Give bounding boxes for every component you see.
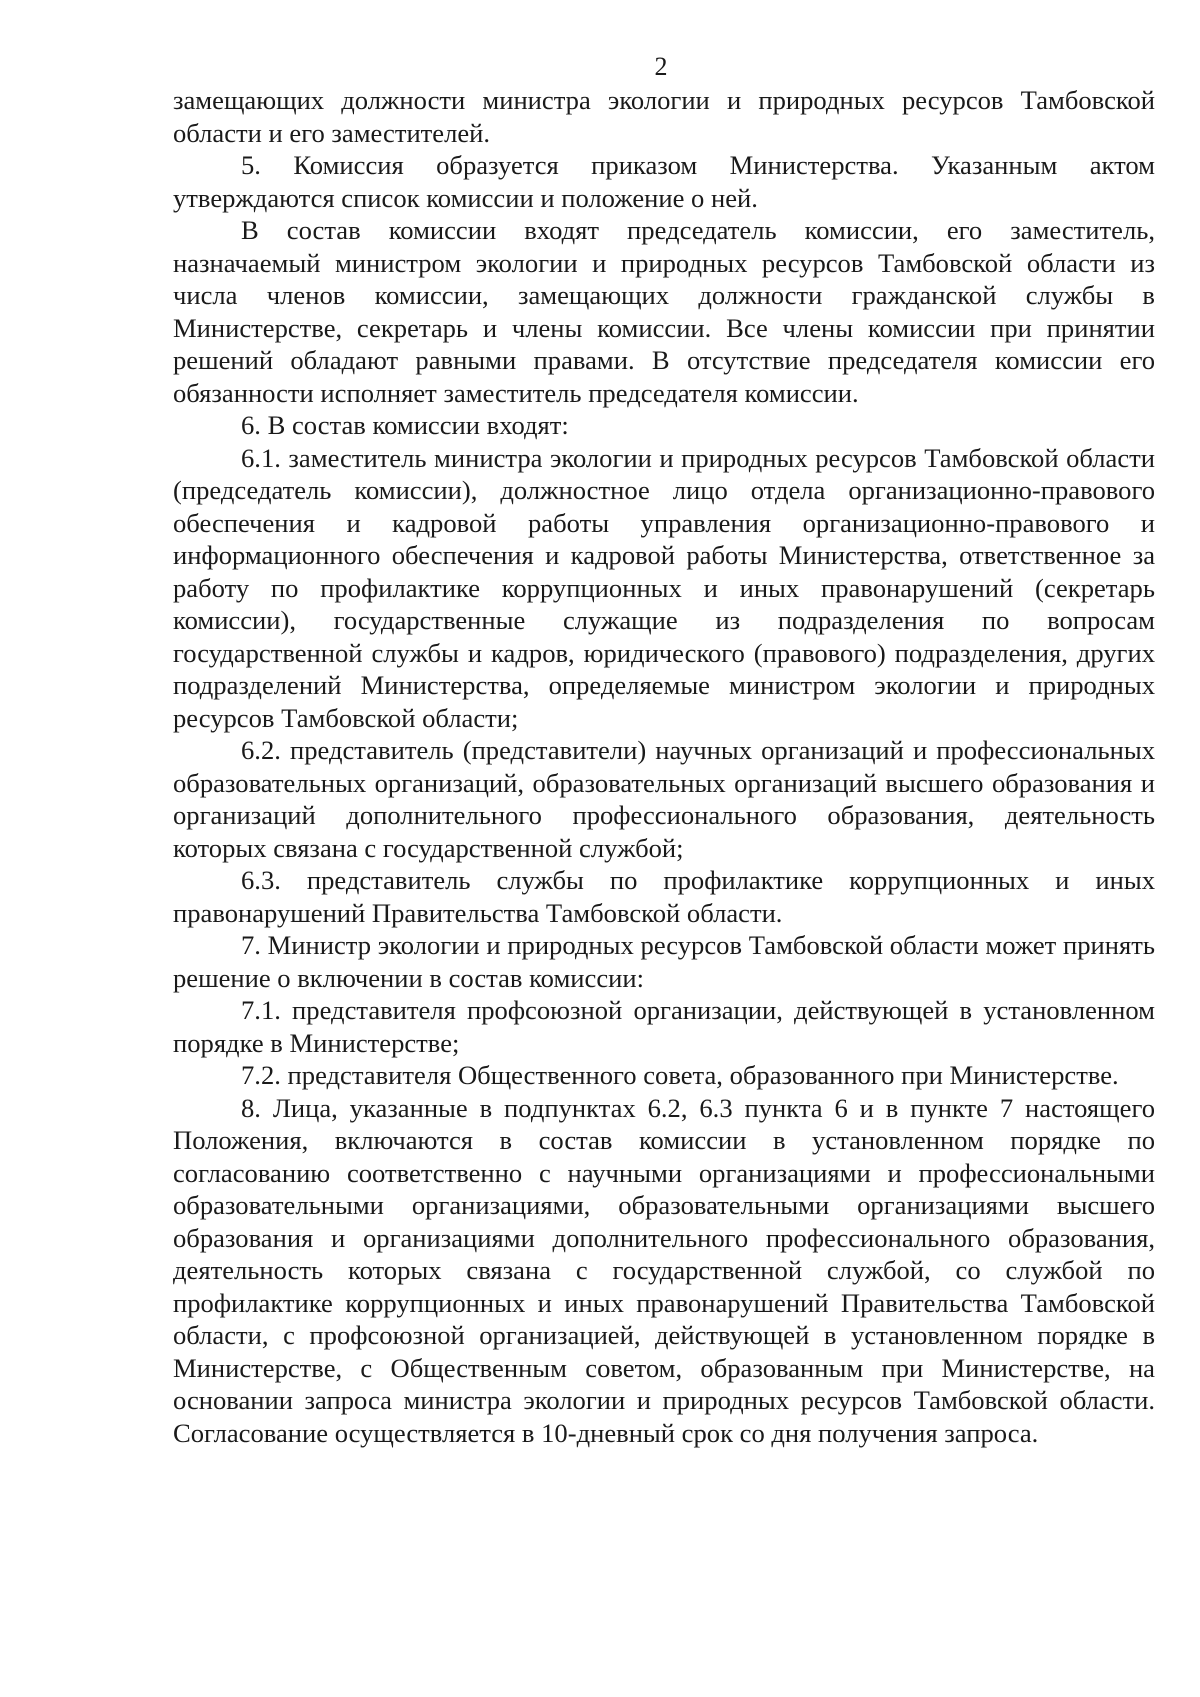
page-number: 2 — [654, 52, 668, 81]
paragraph-item-7-2: 7.2. представителя Общественного совета, образованного при Министерстве. — [241, 1060, 1119, 1090]
paragraph-item-6-3: 6.3. представитель службы по профилактике коррупционных и иных правонарушений Правительства Тамбовской области. — [173, 865, 1155, 928]
paragraph-item-6: 6. В состав комиссии входят: — [241, 410, 569, 440]
document-body — [173, 84, 1155, 1449]
paragraph-item-6-1: 6.1. заместитель министра экологии и природных ресурсов Тамбовской области (председатель комиссии), должностное лицо отдела организационно-правового обеспечения и кадровой работы управления организационно-правового и информационного обеспечения и кадровой работы Министерства, ответственное за работу по профилактике коррупционных и иных правонарушений (секретарь комиссии), государственные служащие из подразделения по вопросам государственной службы и кадров, юридического (правового) подразделения, других подразделений Министерства, определяемые министром экологии и природных ресурсов Тамбовской области; — [173, 442, 1155, 733]
paragraph-item-5: 5. Комиссия образуется приказом Министерства. Указанным актом утверждаются список комиссии и положение о ней. — [173, 150, 1155, 213]
paragraph-item-7: 7. Министр экологии и природных ресурсов Тамбовской области может принять решение о включении в состав комиссии: — [173, 930, 1155, 993]
paragraph-composition: В состав комиссии входят председатель комиссии, его заместитель, назначаемый министром экологии и природных ресурсов Тамбовской области из числа членов комиссии, замещающих должности гражданской службы в Министерстве, секретарь и члены комиссии. Все члены комиссии при принятии решений обладают равными правами. В отсутствие председателя комиссии его обязанности исполняет заместитель председателя комиссии. — [173, 215, 1155, 408]
paragraph-item-7-1: 7.1. представителя профсоюзной организации, действующей в установленном порядке в Министерстве; — [173, 995, 1155, 1058]
paragraph-continuation: замещающих должности министра экологии и природных ресурсов Тамбовской области и его заместителей. — [173, 85, 1155, 148]
paragraph-item-8: 8. Лица, указанные в подпунктах 6.2, 6.3 пункта 6 и в пункте 7 настоящего Положения, включаются в состав комиссии в установленном порядке по согласованию соответственно с научными организациями и профессиональными образовательными организациями, образовательными организациями высшего образования и организациями дополнительного профессионального образования, деятельность которых связана с государственной службой, со службой по профилактике коррупционных и иных правонарушений Правительства Тамбовской области, с профсоюзной организацией, действующей в установленном порядке в Министерстве, с Общественным советом, образованным при Министерстве, на основании запроса министра экологии и природных ресурсов Тамбовской области. Согласование осуществляется в 10-дневный срок со дня получения запроса. — [173, 1092, 1155, 1448]
paragraph-item-6-2: 6.2. представитель (представители) научных организаций и профессиональных образовательных организаций, образовательных организаций высшего образования и организаций дополнительного профессионального образования, деятельность которых связана с государственной службой; — [173, 735, 1155, 863]
